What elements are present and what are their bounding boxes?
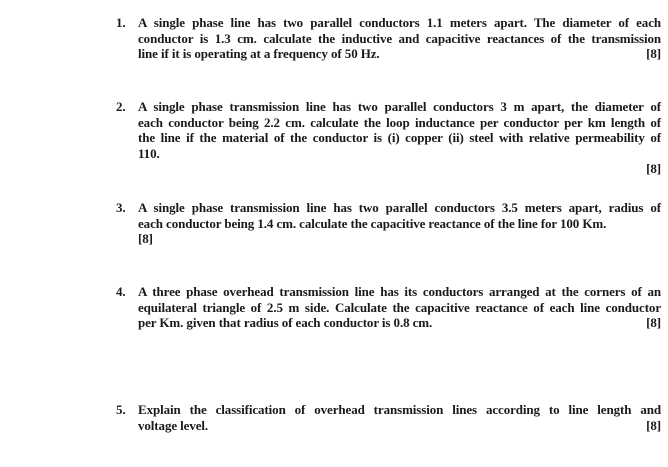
- marks-row: [138, 231, 661, 247]
- question-text: [138, 402, 661, 433]
- question-line: Explain the classification of overhead transmission lines according to line length and: [138, 402, 661, 417]
- question-2: [116, 99, 661, 177]
- question-line: 110.: [138, 145, 160, 161]
- question-line: each conductor being 1.4 cm. calculate the capacitive reactance of the line for 100 Km.: [138, 215, 607, 231]
- question-text: [138, 15, 661, 62]
- question-line: equilateral triangle of 2.5 m side. Calculate the capacitive reactance of each line conductor: [138, 299, 661, 315]
- question-text: [138, 99, 661, 177]
- marks-label: [8]: [646, 46, 661, 61]
- question-number: 3.: [116, 200, 126, 215]
- marks-row: [138, 161, 661, 177]
- question-text: [138, 200, 661, 247]
- question-line: line if it is operating at a frequency of 50 Hz.: [138, 46, 380, 61]
- marks-label: [8]: [646, 161, 661, 176]
- question-number: 2.: [116, 99, 126, 114]
- marks-label: [8]: [646, 315, 661, 330]
- question-number: 4.: [116, 284, 126, 299]
- question-line: A single phase transmission line has two parallel conductors 3.5 meters apart, radius of: [138, 200, 661, 215]
- question-5: [116, 402, 661, 433]
- marks-label: [8]: [646, 417, 661, 433]
- question-text: [138, 284, 661, 331]
- marks-label: [8]: [138, 231, 153, 246]
- question-line: voltage level.: [138, 417, 209, 433]
- question-line: A single phase transmission line has two parallel conductors 3 m apart, the diameter of: [138, 99, 661, 114]
- question-number: 1.: [116, 15, 126, 30]
- question-line: conductor is 1.3 cm. calculate the inductive and capacitive reactances of the transmission: [138, 30, 661, 46]
- question-line: the line if the material of the conductor is (i) copper (ii) steel with relative permeability of: [138, 130, 661, 145]
- question-4: [116, 284, 661, 331]
- question-line-with-mark: [138, 146, 661, 162]
- question-number: 5.: [116, 402, 126, 417]
- question-3: [116, 200, 661, 247]
- question-line-with-mark: [138, 418, 661, 434]
- question-line: A single phase line has two parallel conductors 1.1 meters apart. The diameter of each: [138, 15, 661, 30]
- question-line: A three phase overhead transmission line has its conductors arranged at the corners of an: [138, 284, 661, 299]
- question-line-with-mark: [138, 315, 661, 331]
- question-line: per Km. given that radius of each conductor is 0.8 cm.: [138, 315, 433, 330]
- question-line: each conductor being 2.2 cm. calculate the loop inductance per conductor per km length of: [138, 114, 661, 130]
- question-line-with-mark: [138, 46, 661, 62]
- question-1: [116, 15, 661, 62]
